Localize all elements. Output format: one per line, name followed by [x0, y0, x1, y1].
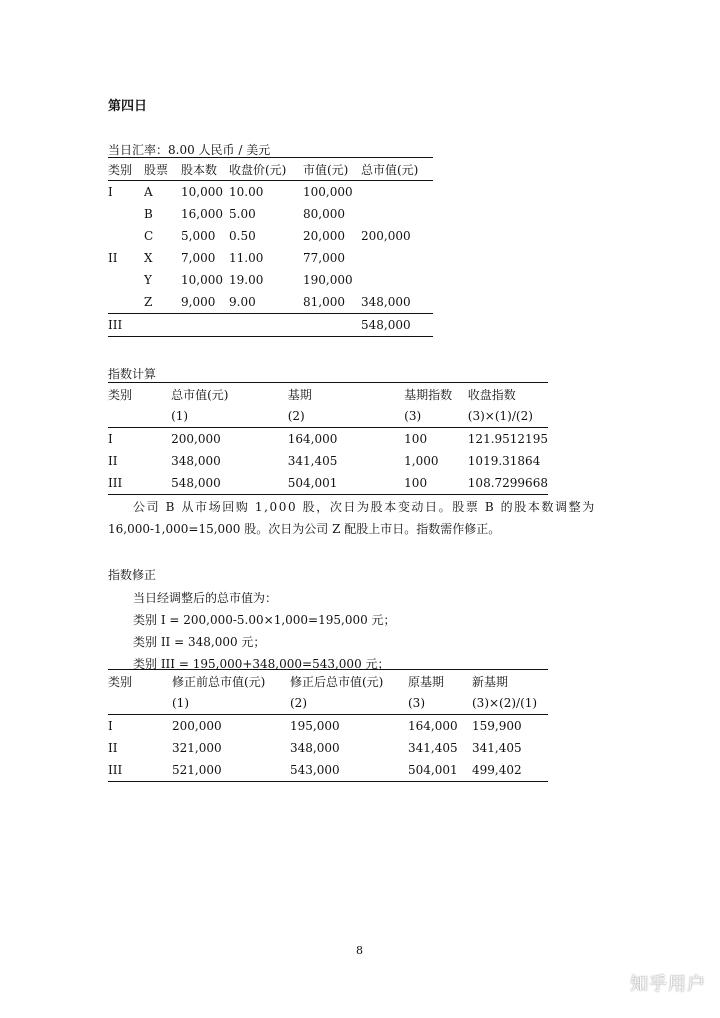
- table-cell: 321,000: [172, 741, 222, 755]
- subheader-cell: (3): [404, 409, 422, 423]
- table-cell: 164,000: [287, 432, 338, 446]
- table-cell: 100: [404, 476, 428, 490]
- table-cell: 341,405: [408, 741, 458, 755]
- table-cell: [108, 225, 144, 247]
- subheader-cell: (3)×(1)/(2): [467, 409, 533, 423]
- adjust-intro: 当日经调整后的总市值为：: [133, 591, 278, 605]
- index-calc-table: [108, 382, 548, 495]
- table-cell: 10,000: [181, 185, 223, 199]
- table-row: [108, 225, 433, 247]
- subheader-cell: (2): [287, 409, 305, 423]
- table-cell: II: [108, 454, 118, 468]
- index-adjust-caption: 指数修正: [108, 568, 157, 582]
- section-heading: 第四日: [108, 99, 148, 114]
- table-cell: 504,001: [287, 476, 338, 490]
- table-cell: I: [108, 432, 113, 446]
- table-cell: 100,000: [303, 185, 353, 199]
- table-cell: 159,900: [472, 719, 522, 733]
- table1-total-row: [108, 314, 433, 337]
- table-row: [108, 181, 433, 204]
- table-cell: 7,000: [181, 251, 216, 265]
- table-cell: III: [108, 476, 123, 490]
- table-cell: 1,000: [404, 454, 439, 468]
- subheader-cell: [108, 405, 171, 428]
- table-cell: III: [108, 763, 123, 777]
- table-cell: 9.00: [229, 295, 256, 309]
- index-calc-caption: 指数计算: [108, 367, 157, 381]
- table-cell: 548,000: [171, 476, 221, 490]
- header-cell: 新基期: [472, 674, 509, 689]
- table1-header-row: [108, 158, 433, 181]
- table-cell: 348,000: [361, 295, 411, 309]
- table-cell: [181, 314, 229, 337]
- adjust-line-1: 类别 I = 200,000-5.00×1,000=195,000 元；: [133, 613, 396, 627]
- header-cell: 股票: [144, 162, 169, 177]
- index-adjust-table: [108, 669, 548, 782]
- table-cell: [108, 291, 144, 314]
- table-cell: 10.00: [229, 185, 264, 199]
- adjust-line-2: 类别 II = 348,000 元；: [133, 635, 266, 649]
- table-cell: C: [144, 229, 154, 243]
- table-cell: 9,000: [181, 295, 216, 309]
- table-cell: [361, 203, 433, 225]
- table-cell: Y: [144, 273, 152, 287]
- subheader-cell: (1): [172, 696, 189, 710]
- table-cell: [229, 314, 303, 337]
- header-cell: 总市值(元): [361, 162, 419, 177]
- table-cell: 499,402: [472, 763, 522, 777]
- table-cell: 77,000: [303, 251, 345, 265]
- table-cell: [303, 314, 361, 337]
- adjust-line-3: 类别 III = 195,000+348,000=543,000 元；: [133, 657, 390, 671]
- header-cell: 修正前总市值(元): [172, 674, 266, 689]
- table-cell: 341,405: [287, 454, 338, 468]
- header-cell: 收盘指数: [467, 387, 516, 402]
- table-row: [108, 715, 548, 738]
- table-cell: I: [108, 185, 113, 199]
- table-cell: 200,000: [172, 719, 222, 733]
- table-cell: 190,000: [303, 273, 353, 287]
- header-cell: 原基期: [408, 674, 445, 689]
- table-cell: III: [108, 318, 123, 332]
- table-cell: B: [144, 207, 153, 221]
- header-cell: 总市值(元): [171, 387, 229, 402]
- table-cell: 1019.31864: [467, 454, 541, 468]
- subheader-cell: (2): [290, 696, 307, 710]
- table2-header-row: [108, 383, 548, 406]
- watermark: 知乎用户: [630, 974, 706, 995]
- table-cell: 521,000: [172, 763, 222, 777]
- subheader-cell: [108, 692, 172, 715]
- table-cell: [108, 203, 144, 225]
- table-cell: 348,000: [290, 741, 340, 755]
- table-cell: 548,000: [361, 318, 411, 332]
- table-cell: 200,000: [171, 432, 221, 446]
- table-cell: [144, 314, 181, 337]
- table-cell: 19.00: [229, 273, 264, 287]
- table-cell: 10,000: [181, 273, 223, 287]
- table-cell: 108.7299668: [467, 476, 548, 490]
- table-cell: 543,000: [290, 763, 340, 777]
- table-cell: 0.50: [229, 229, 256, 243]
- paragraph-line-1: 公司 B 从市场回购 1,000 股，次日为股本变动日。股票 B 的股本数调整为: [133, 500, 596, 514]
- table-row: [108, 203, 433, 225]
- table-cell: [361, 181, 433, 204]
- table-cell: Z: [144, 295, 153, 309]
- table-cell: [361, 269, 433, 291]
- table2-subheader-row: [108, 405, 548, 428]
- table-row: [108, 291, 433, 314]
- table-cell: 341,405: [472, 741, 522, 755]
- table-cell: II: [108, 251, 118, 265]
- table-cell: II: [108, 741, 118, 755]
- table3-header-row: [108, 670, 548, 693]
- subheader-cell: (1): [171, 409, 189, 423]
- table-cell: A: [144, 185, 153, 199]
- table-cell: 200,000: [361, 229, 411, 243]
- table-row: [108, 428, 548, 451]
- page-number: 8: [356, 944, 363, 957]
- header-cell: 修正后总市值(元): [290, 674, 384, 689]
- table-cell: X: [144, 251, 153, 265]
- subheader-cell: (3): [408, 696, 425, 710]
- header-cell: 市值(元): [303, 162, 349, 177]
- table-cell: 80,000: [303, 207, 345, 221]
- table-cell: 11.00: [229, 251, 264, 265]
- table-cell: 20,000: [303, 229, 345, 243]
- table-row: [108, 472, 548, 495]
- table-cell: 121.9512195: [467, 432, 548, 446]
- table-cell: 504,001: [408, 763, 458, 777]
- table-cell: 164,000: [408, 719, 458, 733]
- table3-subheader-row: [108, 692, 548, 715]
- table-cell: 5.00: [229, 207, 256, 221]
- table-cell: 16,000: [181, 207, 223, 221]
- table-row: [108, 450, 548, 472]
- table-cell: 348,000: [171, 454, 221, 468]
- header-cell: 类别: [108, 674, 133, 689]
- table-cell: I: [108, 719, 113, 733]
- table-cell: [361, 247, 433, 269]
- table-row: [108, 269, 433, 291]
- header-cell: 类别: [108, 387, 133, 402]
- header-cell: 收盘价(元): [229, 162, 287, 177]
- header-cell: 股本数: [181, 162, 218, 177]
- stock-value-table: [108, 157, 433, 337]
- paragraph-line-2: 16,000-1,000=15,000 股。次日为公司 Z 配股上市日。指数需作修正。: [108, 522, 501, 536]
- table-row: [108, 759, 548, 782]
- table-cell: 5,000: [181, 229, 216, 243]
- table-row: [108, 247, 433, 269]
- table-cell: [108, 269, 144, 291]
- header-cell: 类别: [108, 162, 133, 177]
- table-cell: 100: [404, 432, 428, 446]
- subheader-cell: (3)×(2)/(1): [472, 696, 538, 710]
- header-cell: 基期指数: [404, 387, 453, 402]
- header-cell: 基期: [287, 387, 312, 402]
- exchange-rate-caption: 当日汇率：8.00 人民币 / 美元: [108, 143, 271, 157]
- table-cell: 195,000: [290, 719, 340, 733]
- table-row: [108, 737, 548, 759]
- table-cell: 81,000: [303, 295, 345, 309]
